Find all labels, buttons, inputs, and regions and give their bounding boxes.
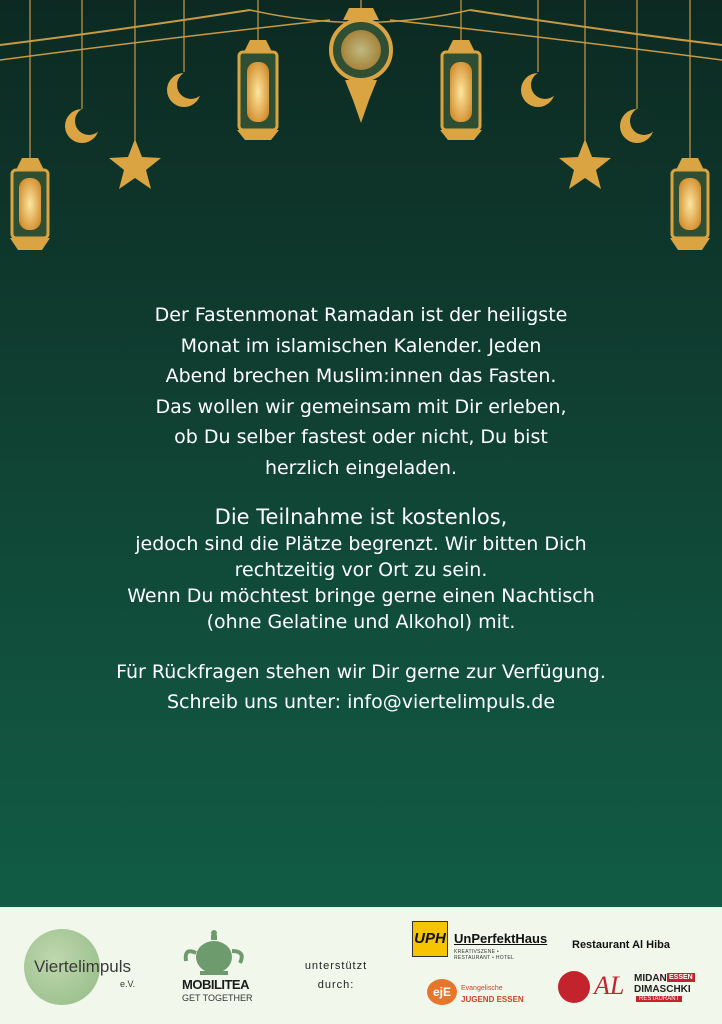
intro-line: herzlich eingeladen. [264, 456, 458, 479]
mobilitea-tagline: GET TOGETHER [182, 993, 253, 1003]
midan-dimaschki-logo [556, 969, 698, 1007]
contact-email-line[interactable]: Schreib uns unter: info@viertelimpuls.de [166, 691, 556, 713]
participation-paragraph [0, 531, 722, 635]
contact-line: Für Rückfragen stehen wir Dir gerne zur Verfügung. [116, 661, 606, 683]
participation-line: Wenn Du möchtest bringe gerne einen Nachtisch [127, 585, 595, 607]
ramadan-decoration [0, 0, 722, 270]
midan-line3: RESTAURANT [636, 996, 682, 1002]
intro-line: Abend brechen Muslim:innen das Fasten. [165, 365, 557, 387]
unperfekthaus-logo [410, 919, 548, 961]
crescent-icon [65, 107, 103, 143]
mobilitea-logo [180, 927, 260, 1017]
intro-line: ob Du selber fastest oder nicht, Du bist [174, 426, 548, 448]
supported-by-label [296, 957, 376, 995]
lantern-icon [670, 158, 710, 250]
eje-line1: Evangelische [461, 985, 503, 992]
crescent-icon [620, 107, 658, 143]
teapot-icon [182, 927, 252, 977]
viertelimpuls-name: Viertelimpuls [34, 957, 132, 976]
star-icon [559, 139, 611, 189]
viertelimpuls-suffix: e.V. [120, 979, 136, 989]
uph-name: UnPerfektHaus [454, 931, 548, 946]
uph-mark: UPH [412, 921, 448, 957]
midan-line1: MIDAN [634, 973, 667, 984]
midan-line2: DIMASCHKI [634, 984, 691, 995]
intro-line: Das wollen wir gemeinsam mit Dir erleben, [155, 395, 567, 418]
intro-paragraph [0, 300, 722, 483]
lantern-icon [10, 158, 50, 250]
sponsor-footer [0, 907, 722, 1024]
midan-essen: ESSEN [669, 974, 693, 981]
intro-line: Der Fastenmonat Ramadan ist der heiligste [154, 304, 568, 326]
participation-line: rechtzeitig vor Ort zu sein. [234, 559, 488, 581]
lantern-icon [237, 40, 279, 140]
uph-tagline: KREATIVSZENE • RESTAURANT • HOTEL [454, 949, 515, 961]
participation-line: (ohne Gelatine und Alkohol) mit. [206, 611, 516, 633]
contact-paragraph [0, 657, 722, 717]
star-icon [109, 139, 161, 189]
intro-line: Monat im islamischen Kalender. Jeden [180, 334, 542, 357]
crescent-icon [521, 71, 559, 107]
viertelimpuls-logo [22, 927, 162, 1009]
eje-logo [425, 969, 525, 1011]
lantern-icon [440, 40, 482, 140]
midan-al: AL [594, 971, 625, 1000]
support-line: unterstützt [304, 960, 368, 972]
lantern-icon [331, 8, 391, 123]
midan-emblem-icon [558, 971, 590, 1003]
eje-mark: ejE [427, 979, 457, 1005]
support-line: durch: [317, 979, 355, 991]
participation-heading: Die Teilnahme ist kostenlos, [214, 505, 508, 529]
crescent-icon [167, 71, 205, 107]
al-hiba-label: Restaurant Al Hiba [572, 939, 671, 951]
eje-line2: JUGEND ESSEN [461, 995, 524, 1004]
participation-line: jedoch sind die Plätze begrenzt. Wir bitten Dich [135, 533, 587, 555]
invitation-text [0, 300, 722, 717]
mobilitea-name: MOBILITEA [182, 977, 249, 992]
